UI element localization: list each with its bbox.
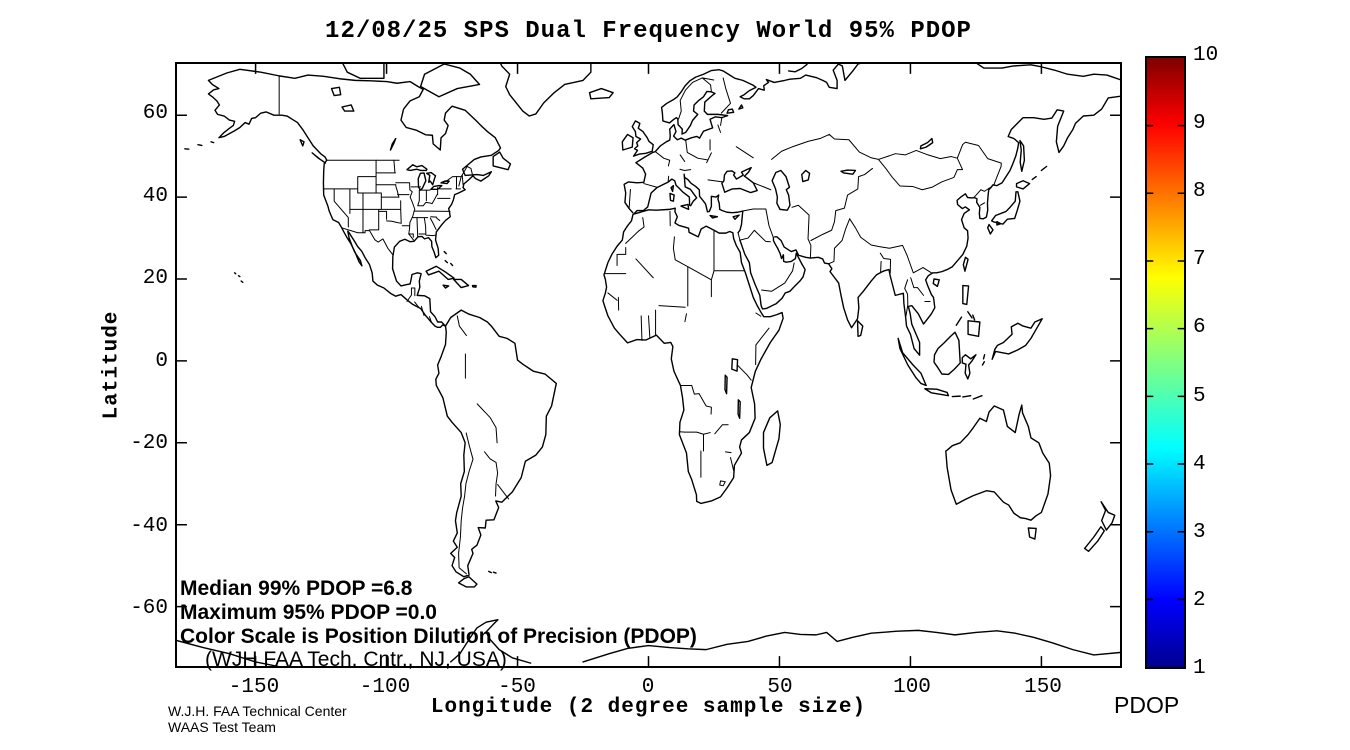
colorbar-tick-label: 1 (1193, 657, 1206, 680)
x-tick-label: 0 (641, 676, 655, 699)
y-axis-label: Latitude (100, 310, 124, 420)
y-tick-label: -20 (130, 432, 168, 455)
y-tick-label: -60 (130, 597, 168, 620)
coastlines (177, 64, 1120, 666)
colorbar-tick-label: 6 (1193, 316, 1206, 339)
colorbar-tick-label: 10 (1193, 44, 1219, 67)
y-tick-label: -40 (130, 515, 168, 538)
x-tick-label: 100 (893, 676, 931, 699)
x-axis-label: Longitude (2 degree sample size) (430, 696, 867, 719)
colorbar-tick-label: 5 (1193, 385, 1206, 408)
x-tick-label: 50 (767, 676, 793, 699)
x-tick-label: -100 (359, 676, 411, 699)
colorbar-title: PDOP (1114, 692, 1180, 718)
footer-org: W.J.H. FAA Technical Center (168, 703, 347, 719)
country-borders (279, 76, 1001, 574)
footer-team: WAAS Test Team (168, 719, 276, 735)
colorbar-ticks (1147, 58, 1184, 667)
annotation-median: Median 99% PDOP =6.8 (180, 577, 413, 600)
y-tick-label: 60 (142, 102, 168, 125)
plot-title: 12/08/25 SPS Dual Frequency World 95% PDOP (325, 18, 972, 45)
y-tick-label: 40 (142, 185, 168, 208)
colorbar (1145, 56, 1186, 669)
annotation-scale-note: Color Scale is Position Dilution of Precision (PDOP) (180, 625, 697, 648)
colorbar-tick-label: 4 (1193, 453, 1206, 476)
colorbar-tick-label: 3 (1193, 521, 1206, 544)
colorbar-tick-label: 7 (1193, 248, 1206, 271)
x-tick-label: -50 (498, 676, 536, 699)
world-map-svg (177, 64, 1120, 666)
annotation-maximum: Maximum 95% PDOP =0.0 (180, 601, 437, 624)
x-tick-label: -150 (228, 676, 280, 699)
colorbar-tick-label: 2 (1193, 589, 1206, 612)
y-tick-label: 20 (142, 267, 168, 290)
colorbar-tick-label: 9 (1193, 112, 1206, 135)
x-tick-label: 150 (1024, 676, 1062, 699)
y-tick-label: 0 (155, 350, 168, 373)
colorbar-tick-label: 8 (1193, 180, 1206, 203)
annotation-credit: (WJH FAA Tech. Cntr., NJ, USA) (205, 648, 507, 671)
